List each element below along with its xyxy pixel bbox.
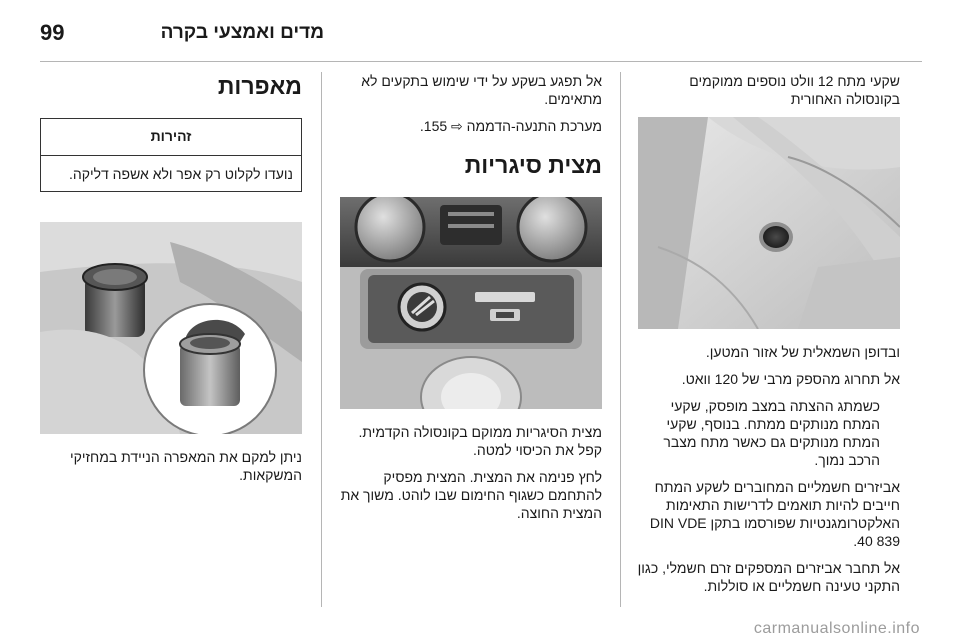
- paragraph-lighter-usage: לחץ פנימה את המצית. המצית מפסיק להתחמם כשגוף החימום שבו לוהט. משוך את המצית החוצה.: [340, 469, 602, 521]
- page-reference-icon: ⇨: [451, 118, 463, 134]
- warning-title: זהירות: [41, 119, 301, 156]
- paragraph-ashtray-placement: ניתן למקם את המאפרה הניידת במחזיקי המשקאות.: [69, 449, 302, 483]
- paragraph-cargo-socket-location: ובדופן השמאלית של אזור המטען.: [705, 344, 900, 360]
- paragraph-unsuitable-plugs: אל תפגע בשקע על ידי שימוש בתקעים לא מתאימים.: [361, 73, 602, 107]
- section-title-ashtrays: מאפרות: [217, 73, 302, 99]
- photo-cigarette-lighter: [340, 197, 602, 409]
- header-rule: [40, 61, 922, 62]
- column-right: [636, 72, 900, 604]
- warning-text: נועדו לקלוט רק אפר ולא אשפה דליקה.: [68, 166, 293, 182]
- column-divider-right: [620, 72, 621, 607]
- warning-box: [40, 118, 302, 192]
- stop-start-page-ref: 155: [423, 118, 448, 134]
- photo-portable-ashtray: [40, 222, 302, 434]
- section-title-cigarette-lighter: מצית סיגריות: [464, 152, 602, 178]
- page-number: 99: [40, 20, 65, 45]
- column-middle: [336, 72, 602, 531]
- photo-cargo-power-socket: [638, 117, 900, 329]
- stop-start-end: .: [419, 118, 424, 134]
- paragraph-ignition-off: כשמתג ההצתה במצב מופסק, שקעי המתח מנותקים ממתח. בנוסף, שקעי המתח מנותקים גם כאשר מתח מצבר הרכב נמוך.: [663, 398, 880, 468]
- paragraph-no-current-supply: אל תחבר אביזרים המספקים זרם חשמלי, כגון התקני טעינה חשמליים או סוללות.: [637, 560, 900, 594]
- stop-start-label: מערכת התנעה-הדממה: [466, 118, 602, 134]
- chapter-title: מדים ואמצעי בקרה: [160, 22, 324, 43]
- watermark: carmanualsonline.info: [753, 620, 920, 637]
- paragraph-stop-start-reference: [336, 117, 602, 135]
- paragraph-lighter-location: מצית הסיגריות ממוקם בקונסולה הקדמית. קפל את הכיסוי למטה.: [358, 424, 602, 458]
- column-left: [40, 72, 302, 493]
- paragraph-emc-compliance: אביזרים חשמליים המחוברים לשקע המתח חייבים להיות תואמים לדרישות התאימות האלקטרומגנטיות שפורסמו בתקן DIN VDE 40 839.: [649, 479, 900, 549]
- paragraph-extra-sockets: שקעי מתח 12 וולט נוספים ממוקמים בקונסולה האחורית: [689, 73, 900, 107]
- paragraph-max-power: אל תחרוג מהספק מרבי של 120 וואט.: [681, 371, 900, 387]
- column-divider-left: [321, 72, 322, 607]
